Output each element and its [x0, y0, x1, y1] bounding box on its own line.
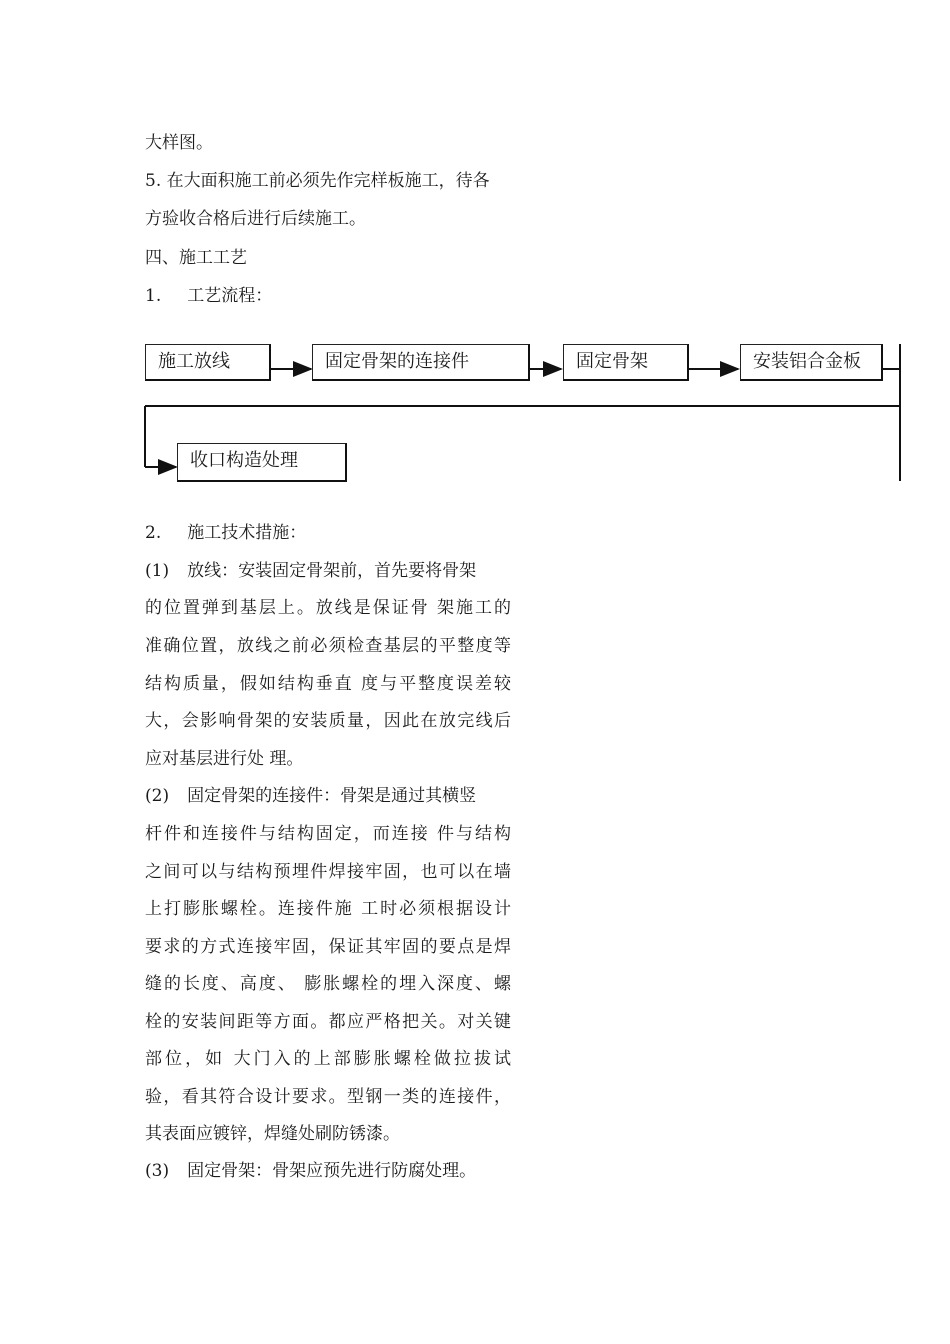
- flow-step-box: 施工放线: [145, 344, 271, 381]
- item-text: 固定骨架的连接件：骨架是通过其横竖: [187, 786, 477, 806]
- flow-step-box: 固定骨架: [563, 344, 689, 381]
- item-2-line: 要求的方式连接牢固，保证其牢固的要点是焊: [145, 937, 511, 957]
- item-2-line: 杆件和连接件与结构固定，而连接 件与结构: [145, 824, 511, 844]
- flow-step-box: 固定骨架的连接件: [312, 344, 530, 381]
- process-heading-number: 1.: [145, 286, 162, 306]
- intro-line: 5. 在大面积施工前必须先作完样板施工，待各: [145, 171, 490, 191]
- measures-heading-number: 2.: [145, 523, 162, 543]
- item-1-line: 的位置弹到基层上。放线是保证骨 架施工的: [145, 598, 511, 618]
- item-2-line: 部位，如 大门入的上部膨胀螺栓做拉拔试: [145, 1049, 511, 1069]
- item-1-line: 应对基层进行处 理。: [145, 749, 304, 769]
- item-2-line: 上打膨胀螺栓。连接件施 工时必须根据设计: [145, 899, 511, 919]
- item-2-line: 缝的长度、高度、 膨胀螺栓的埋入深度、螺: [145, 974, 511, 994]
- item-2-line: 验，看其符合设计要求。型钢一类的连接件，: [145, 1087, 511, 1107]
- item-text: 放线：安装固定骨架前，首先要将骨架: [187, 561, 477, 581]
- intro-line: 大样图。: [145, 133, 213, 153]
- item-text: 固定骨架：骨架应预先进行防腐处理。: [187, 1161, 477, 1181]
- item-2-line: 之间可以与结构预埋件焊接牢固，也可以在墙: [145, 862, 511, 882]
- item-1-line: 大，会影响骨架的安装质量，因此在放完线后: [145, 711, 511, 731]
- measures-heading: [145, 522, 306, 544]
- item-number: (2): [145, 786, 170, 806]
- item-number: (1): [145, 561, 170, 581]
- intro-line: 方验收合格后进行后续施工。: [145, 209, 366, 229]
- item-1-line: 结构质量，假如结构垂直 度与平整度误差较: [145, 674, 511, 694]
- item-2-line: 栓的安装间距等方面。都应严格把关。对关键: [145, 1012, 511, 1032]
- flow-step-box: 收口构造处理: [177, 443, 347, 482]
- item-2-first-line: [145, 785, 476, 807]
- process-heading-text: 工艺流程：: [187, 286, 273, 306]
- item-number: (3): [145, 1161, 170, 1181]
- flow-step-box: 安装铝合金板: [740, 344, 883, 381]
- section-title: 四、施工工艺: [145, 248, 247, 268]
- flowchart-connectors: [0, 0, 950, 500]
- item-3-first-line: [145, 1160, 476, 1182]
- item-1-line: 准确位置，放线之前必须检查基层的平整度等: [145, 636, 511, 656]
- measures-heading-text: 施工技术措施：: [187, 523, 307, 543]
- item-2-line: 其表面应镀锌，焊缝处刷防锈漆。: [145, 1124, 400, 1144]
- item-1-first-line: [145, 560, 476, 582]
